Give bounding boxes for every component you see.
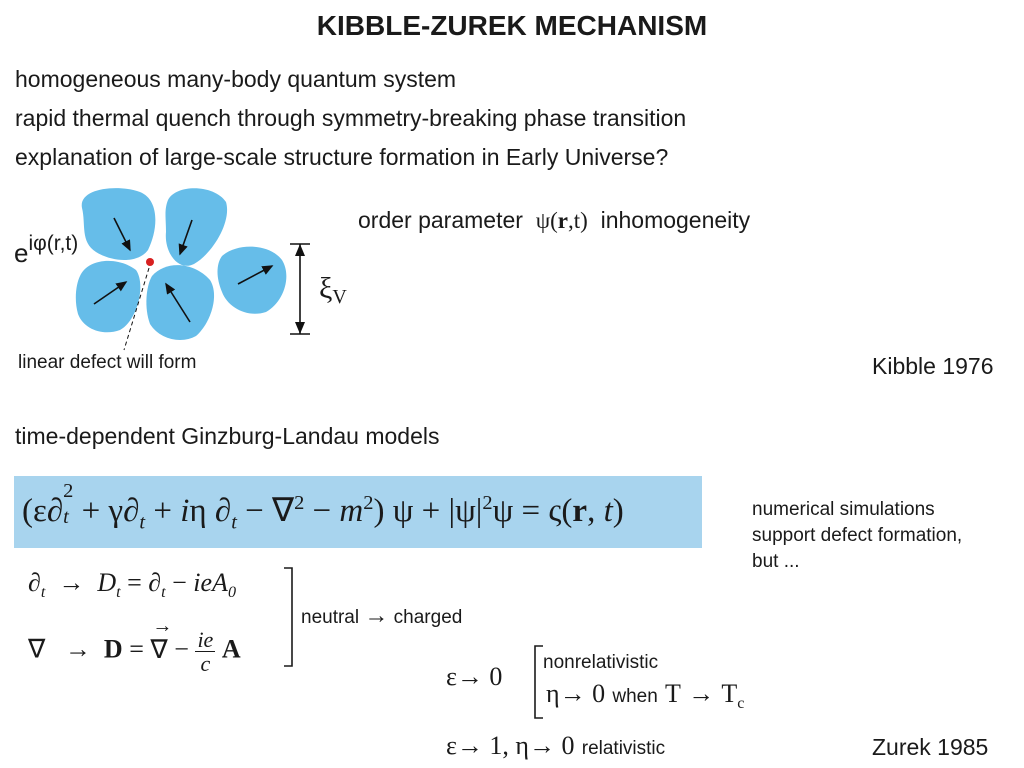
domain-blob (218, 247, 287, 314)
citation-zurek: Zurek 1985 (872, 734, 989, 760)
domain-diagram (0, 180, 360, 380)
neutral-charged-label: neutral → charged (301, 603, 463, 629)
gauge-row-space: ∇ → D = → ∇ − $\frac{ie}{c}$ A (28, 614, 241, 677)
nonrelativistic-label: nonrelativistic (543, 652, 659, 673)
section-heading: time-dependent Ginzburg-Landau models (15, 423, 440, 449)
eta-limit-line: η→ 0 when $T \to T_c$ (546, 679, 745, 713)
gauge-bracket (282, 566, 296, 668)
domain-blob (146, 265, 214, 340)
citation-kibble: Kibble 1976 (872, 353, 994, 379)
ginzburg-landau-equation: (ε∂ 2 t + $\gamma\partial_t + i\eta$ $\partial_t - \nabla^2 - m^2$) $\psi + |\psi|^2\psi = \varsigma(r$, t) (22, 479, 624, 534)
phase-label: $e^{i\varphi(r,t)}$ (14, 232, 79, 268)
eps-to-zero: ε→ 0 (446, 662, 503, 691)
order-parameter-line: order parameter ψ(r,t) inhomogeneity (358, 207, 751, 233)
domain-blob (82, 188, 156, 260)
slide-title: KIBBLE-ZUREK MECHANISM (316, 10, 708, 41)
domain-blob (76, 261, 141, 332)
bullet-line: rapid thermal quench through symmetry-breaking phase transition (15, 105, 687, 131)
relativistic-limit-line: ε→ 1, η→ 0 relativistic (446, 731, 666, 760)
domain-blob (166, 188, 228, 266)
bullet-line: explanation of large-scale structure formation in Early Universe? (15, 144, 669, 170)
defect-dot (146, 258, 154, 266)
gauge-row-time: $\partial_t \to D_t = \partial_t - ieA_0$ (28, 568, 236, 602)
correlation-length-label: ξV (319, 272, 347, 308)
defect-label: linear defect will form (18, 352, 197, 373)
numerical-note: numerical simulations support defect formation, but ... (752, 499, 963, 572)
bullet-line: homogeneous many-body quantum system (15, 66, 457, 92)
